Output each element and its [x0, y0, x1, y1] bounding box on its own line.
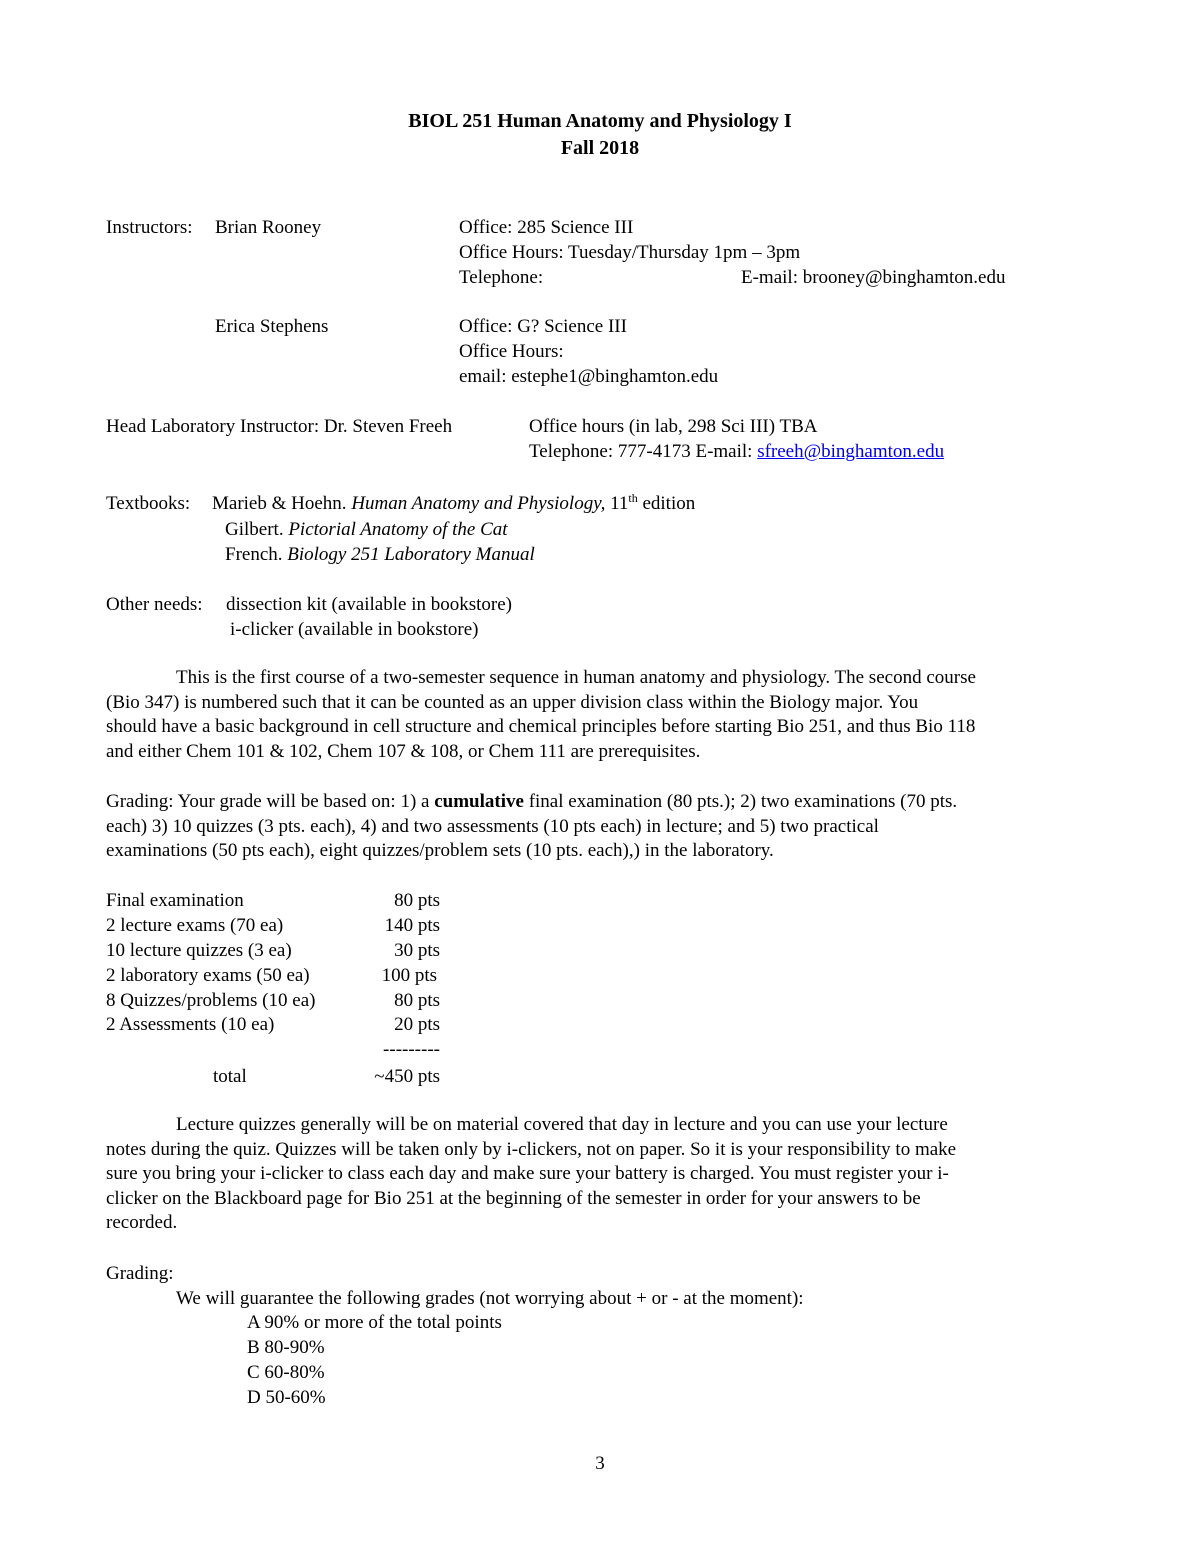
textbook-1: [212, 492, 695, 517]
quizzes-line: notes during the quiz. Quizzes will be taken only by i-clickers, not on paper. So it is your responsibility to make: [106, 1138, 957, 1160]
points-total-value: ~450 pts: [374, 1066, 440, 1087]
grade-scale-item: C 60-80%: [247, 1362, 325, 1383]
page-number: 3: [595, 1453, 605, 1474]
other-needs-label: Other needs:: [106, 594, 203, 615]
quizzes-line: recorded.: [106, 1212, 178, 1234]
points-row-label: 8 Quizzes/problems (10 ea): [106, 990, 316, 1011]
intro-line: (Bio 347) is numbered such that it can be counted as an upper division class within the Biology major. You: [106, 691, 919, 713]
points-divider: ---------: [383, 1039, 440, 1060]
points-row: [106, 889, 446, 914]
textbook-1-title: Human Anatomy and Physiology,: [351, 493, 606, 514]
quizzes-line: clicker on the Blackboard page for Bio 251 at the beginning of the semester in order for your answers to be: [106, 1187, 921, 1209]
textbook-1-edition-word: edition: [642, 493, 696, 514]
other-needs-item-1: dissection kit (available in bookstore): [226, 594, 512, 615]
textbook-3-author: French.: [225, 544, 283, 565]
points-total-label: total: [213, 1066, 247, 1087]
textbook-2-title: Pictorial Anatomy of the Cat: [288, 519, 508, 540]
stephens-office-hours: Office Hours:: [459, 341, 564, 362]
other-needs-item-2: i-clicker (available in bookstore): [230, 619, 479, 640]
points-row: [106, 964, 446, 989]
points-row-value: 100 pts: [381, 965, 437, 986]
lab-contact: [529, 440, 944, 465]
points-row-value: 140 pts: [384, 915, 440, 936]
textbooks-label: Textbooks:: [106, 493, 191, 514]
quizzes-line: Lecture quizzes generally will be on material covered that day in lecture and you can use your lecture: [176, 1114, 948, 1135]
lab-phone-text: Telephone: 777-4173 E-mail:: [529, 441, 758, 462]
course-title: BIOL 251 Human Anatomy and Physiology I: [408, 110, 792, 132]
textbook-3-title: Biology 251 Laboratory Manual: [287, 544, 535, 565]
grade-scale-item: D 50-60%: [247, 1387, 326, 1408]
points-row-label: 2 laboratory exams (50 ea): [106, 965, 310, 986]
grade-scale-item: B 80-90%: [247, 1337, 325, 1358]
intro-line: and either Chem 101 & 102, Chem 107 & 108, or Chem 111 are prerequisites.: [106, 740, 701, 762]
points-row-value: 80 pts: [394, 890, 440, 911]
intro-line: should have a basic background in cell structure and chemical principles before starting Bio 251, and thus Bio 118: [106, 716, 976, 738]
grading-line: [106, 790, 1096, 815]
intro-paragraph: [106, 666, 1096, 764]
grade-scale-heading: Grading:: [106, 1263, 174, 1284]
points-total-row: [106, 1065, 446, 1090]
points-row-label: 2 Assessments (10 ea): [106, 1014, 275, 1035]
points-row: [106, 914, 446, 939]
textbook-1-author: Marieb & Hoehn.: [212, 493, 347, 514]
rooney-telephone: Telephone:: [459, 267, 544, 288]
textbook-1-edition-num: 11: [610, 493, 629, 514]
points-row-label: 10 lecture quizzes (3 ea): [106, 940, 292, 961]
rooney-office: Office: 285 Science III: [459, 217, 634, 238]
grading-line: each) 3) 10 quizzes (3 pts. each), 4) and two assessments (10 pts each) in lecture; and 5) two practical: [106, 815, 879, 837]
rooney-office-hours: Office Hours: Tuesday/Thursday 1pm – 3pm: [459, 242, 801, 263]
grading-line-1a: Grading: Your grade will be based on: 1) a: [106, 791, 435, 812]
points-row-label: 2 lecture exams (70 ea): [106, 915, 284, 936]
points-row-value: 30 pts: [394, 940, 440, 961]
stephens-email: email: estephe1@binghamton.edu: [459, 366, 719, 387]
points-row: [106, 939, 446, 964]
points-row: [106, 1013, 446, 1038]
textbook-2-author: Gilbert.: [225, 519, 284, 540]
lab-instructor-label: Head Laboratory Instructor: Dr. Steven Freeh: [106, 416, 453, 437]
instructors-label: Instructors:: [106, 217, 193, 238]
points-row-label: Final examination: [106, 890, 244, 911]
points-row-value: 20 pts: [394, 1014, 440, 1035]
grade-scale-item: A 90% or more of the total points: [247, 1312, 502, 1333]
textbook-1-edition-sup: th: [628, 491, 638, 505]
grading-line: examinations (50 pts each), eight quizzes/problem sets (10 pts. each),) in the laboratory.: [106, 840, 774, 862]
points-divider-row: [106, 1038, 446, 1063]
quizzes-line: sure you bring your i-clicker to class each day and make sure your battery is charged. You must register your i-: [106, 1163, 949, 1185]
textbook-3: [225, 543, 535, 568]
grading-cumulative: cumulative: [434, 791, 524, 812]
textbook-2: [225, 518, 508, 543]
intro-line: This is the first course of a two-semester sequence in human anatomy and physiology. The second course: [176, 667, 976, 688]
grade-scale-intro: We will guarantee the following grades (not worrying about + or - at the moment):: [176, 1288, 804, 1309]
rooney-email: E-mail: brooney@binghamton.edu: [741, 267, 1006, 288]
instructor-name-stephens: Erica Stephens: [215, 316, 329, 337]
grading-paragraph: [106, 790, 1096, 864]
lab-email-link[interactable]: sfreeh@binghamton.edu: [757, 441, 945, 462]
grading-line-1b: final examination (80 pts.); 2) two examinations (70 pts.: [523, 791, 958, 812]
lab-office-hours: Office hours (in lab, 298 Sci III) TBA: [529, 416, 818, 437]
stephens-office: Office: G? Science III: [459, 316, 627, 337]
points-row-value: 80 pts: [394, 990, 440, 1011]
points-row: [106, 989, 446, 1014]
quizzes-paragraph: [106, 1113, 1096, 1236]
instructor-name-rooney: Brian Rooney: [215, 217, 322, 238]
course-term: Fall 2018: [560, 137, 640, 159]
